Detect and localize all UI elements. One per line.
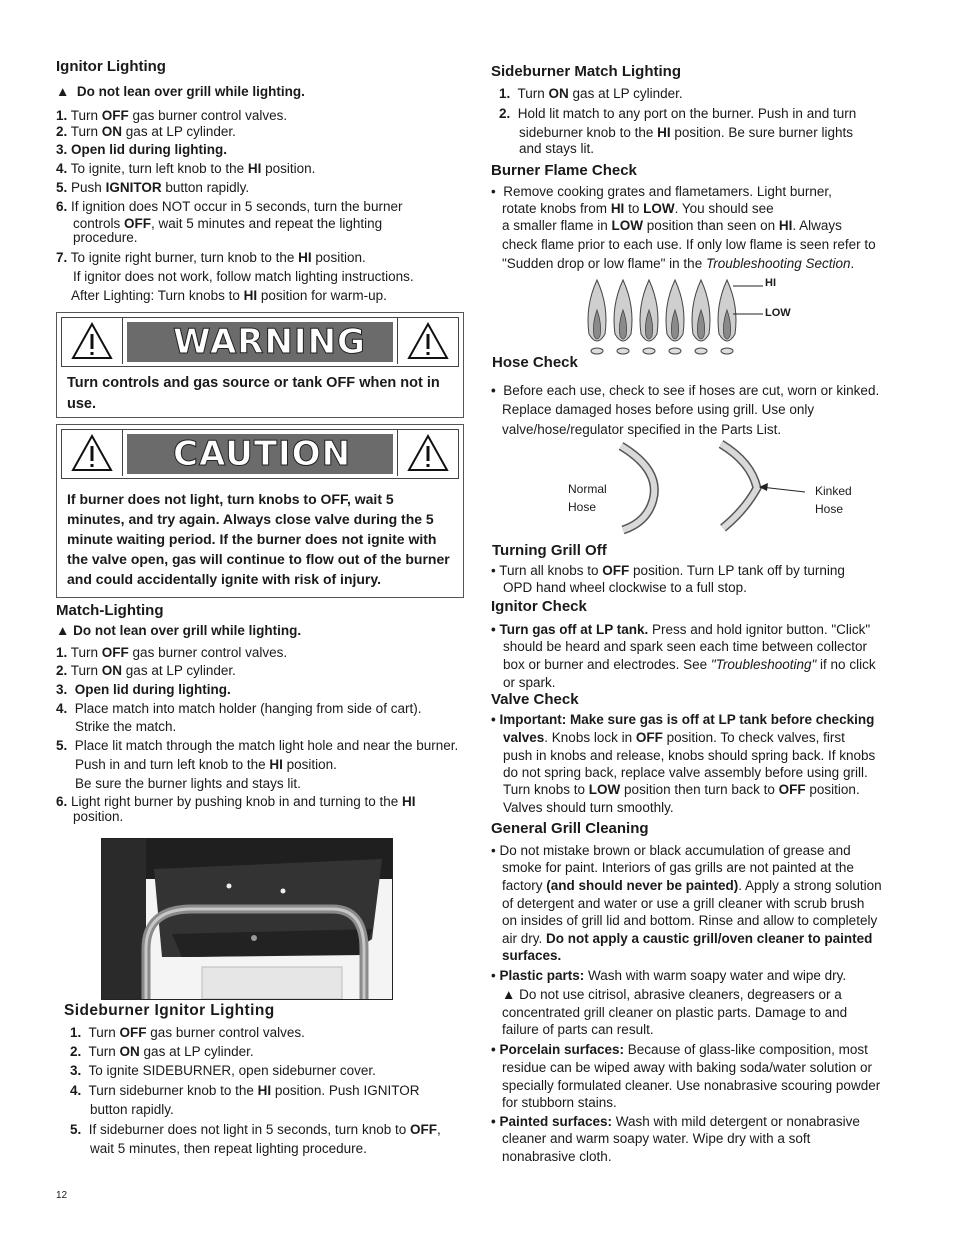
warning-box (56, 312, 464, 418)
painted-line-3: nonabrasive cloth. (502, 1149, 612, 1164)
match-step-6b: position. (73, 809, 124, 824)
off-line-1: • Turn all knobs to OFF position. Turn LP tank off by turning (491, 563, 845, 578)
porcelain-line-4: for stubborn stains. (502, 1095, 617, 1110)
side-step-4: 4. Turn sideburner knob to the HI position. Push IGNITOR (70, 1083, 420, 1098)
clean-line-3: factory (and should never be painted). Apply a strong solution (502, 878, 882, 893)
match-step-5c: Be sure the burner lights and stays lit. (75, 776, 301, 791)
ign-check-line-2: should be heard and spark seen each time between collector (503, 639, 867, 654)
flame-diagram (583, 276, 813, 358)
hose-line-2: Replace damaged hoses before using grill. Use only (502, 402, 815, 417)
kinked-hose-label: Kinked Hose (815, 484, 852, 516)
painted-line-1: • Painted surfaces: Wash with mild detergent or nonabrasive (491, 1114, 860, 1129)
ignitor-check-title: Ignitor Check (491, 598, 587, 615)
ignitor-step-5: 5. Push IGNITOR button rapidly. (56, 180, 250, 195)
warning-triangle-icon: ▲ (56, 623, 70, 638)
side-step-1: 1. Turn OFF gas burner control valves. (70, 1025, 305, 1040)
grill-photo (101, 838, 393, 1000)
sidematch-step-2c: and stays lit. (519, 141, 595, 156)
ignitor-step-6b: controls OFF, wait 5 minutes and repeat the lighting (73, 216, 383, 231)
caution-word: CAUTION (127, 434, 393, 474)
side-step-4b: button rapidly. (90, 1102, 174, 1117)
clean-line-1: • Do not mistake brown or black accumulation of grease and (491, 843, 851, 858)
match-step-5: 5. Place lit match through the match light hole and near the burner. (56, 738, 459, 753)
hose-diagram (561, 440, 861, 535)
clean-line-4: of detergent and water or use a grill cleaner with scrub brush (502, 896, 865, 911)
porcelain-line-3: specially formulated cleaner. Use nonabrasive scouring powder (502, 1078, 881, 1093)
ignitor-warn: ▲ Do not lean over grill while lighting. (56, 84, 305, 99)
match-step-4b: Strike the match. (75, 719, 177, 734)
ignitor-lighting-title: Ignitor Lighting (56, 58, 166, 75)
caution-banner (61, 429, 459, 479)
flame-line-2: rotate knobs from HI to LOW. You should see (502, 201, 774, 216)
match-step-1: 1. Turn OFF gas burner control valves. (56, 645, 288, 660)
ign-check-line-4: or spark. (503, 675, 556, 690)
flame-line-1: • Remove cooking grates and flametamers. Light burner, (491, 184, 832, 199)
clean-line-5: on insides of grill lid and bottom. Rinse and allow to completely (502, 913, 878, 928)
hose-line-3: valve/hose/regulator specified in the Parts List. (502, 422, 782, 437)
warning-banner (61, 317, 459, 367)
warning-text: Turn controls and gas source or tank OFF when not in use. (67, 375, 440, 412)
hose-line-1: • Before each use, check to see if hoses are cut, worn or kinked. (491, 383, 880, 398)
ignitor-step-2: 2. Turn ON gas at LP cylinder. (56, 124, 236, 139)
porcelain-line-2: residue can be wiped away with baking soda/water solution or (502, 1060, 872, 1075)
match-lighting-title: Match-Lighting (56, 602, 164, 619)
page-number: 12 (56, 1190, 68, 1201)
warning-triangle-icon (62, 430, 123, 476)
painted-line-2: cleaner and warm soapy water. Wipe dry with a soft (502, 1131, 811, 1146)
valve-line-2: valves. Knobs lock in OFF position. To check valves, first (503, 730, 845, 745)
sidematch-step-2: 2. Hold lit match to any port on the burner. Push in and turn (499, 106, 857, 121)
turning-grill-off-title: Turning Grill Off (492, 542, 607, 559)
warning-word: WARNING (127, 322, 393, 362)
plastic-line-2: ▲ Do not use citrisol, abrasive cleaners, degreasers or a (502, 987, 842, 1002)
clean-line-6: air dry. Do not apply a caustic grill/oven cleaner to painted (502, 931, 873, 946)
hose-check-title: Hose Check (492, 354, 578, 371)
warning-triangle-icon (62, 318, 123, 364)
match-step-2: 2. Turn ON gas at LP cylinder. (56, 663, 236, 678)
warning-triangle-icon: ▲ (502, 987, 516, 1002)
side-step-5b: wait 5 minutes, then repeat lighting procedure. (90, 1141, 367, 1156)
ign-check-line-3: box or burner and electrodes. See "Troubleshooting" if no click (503, 657, 876, 672)
valve-check-title: Valve Check (491, 691, 579, 708)
match-step-5b: Push in and turn left knob to the HI position. (75, 757, 337, 772)
caution-text: If burner does not light, turn knobs to OFF, wait 5 minutes, and try again. Always close valve during the 5 minute waiting period. If the burner does not ignite with the valve open, gas will continue to flow out of the burner and could accidentally ignite with risk of injury. (67, 491, 450, 587)
ignitor-step-6c: procedure. (73, 230, 138, 245)
flame-line-3: a smaller flame in LOW position than seen on HI. Always (502, 218, 842, 233)
match-step-4: 4. Place match into match holder (hanging from side of cart). (56, 701, 422, 716)
ignitor-step-7c: After Lighting: Turn knobs to HI position for warm-up. (71, 288, 387, 303)
clean-line-7: surfaces. (502, 948, 562, 963)
off-line-2: OPD hand wheel clockwise to a full stop. (503, 580, 747, 595)
flame-line-5: "Sudden drop or low flame" in the Troubleshooting Section. (502, 256, 855, 271)
ignitor-step-7: 7. To ignite right burner, turn knob to the HI position. (56, 250, 366, 265)
side-step-5: 5. If sideburner does not light in 5 seconds, turn knob to OFF, (70, 1122, 441, 1137)
plastic-line-4: failure of parts can result. (502, 1022, 654, 1037)
sidematch-step-1: 1. Turn ON gas at LP cylinder. (499, 86, 683, 101)
valve-line-5: Turn knobs to LOW position then turn back to OFF position. (503, 782, 860, 797)
valve-line-4: do not spring back, replace valve assembly before using grill. (503, 765, 868, 780)
flame-line-4: check flame prior to each use. If only low flame is seen refer to (502, 237, 876, 252)
valve-line-3: push in knobs and release, knobs should spring back. If knobs (503, 748, 876, 763)
valve-line-6: Valves should turn smoothly. (503, 800, 674, 815)
porcelain-line-1: • Porcelain surfaces: Because of glass-like composition, most (491, 1042, 868, 1057)
plastic-line-1: • Plastic parts: Wash with warm soapy water and wipe dry. (491, 968, 847, 983)
plastic-line-3: concentrated grill cleaner on plastic parts. Damage to and (502, 1005, 848, 1020)
match-warn: ▲ Do not lean over grill while lighting. (56, 623, 302, 638)
normal-hose-label: Normal Hose (568, 482, 607, 514)
match-step-3: 3. Open lid during lighting. (56, 682, 231, 697)
sideburner-match-title: Sideburner Match Lighting (491, 63, 681, 80)
ignitor-step-3: 3. Open lid during lighting. (56, 142, 228, 157)
ign-check-line-1: • Turn gas off at LP tank. Press and hold ignitor button. "Click" (491, 622, 871, 637)
side-step-2: 2. Turn ON gas at LP cylinder. (70, 1044, 254, 1059)
sidematch-step-2b: sideburner knob to the HI position. Be sure burner lights (519, 125, 853, 140)
ignitor-step-4: 4. To ignite, turn left knob to the HI position. (56, 161, 316, 176)
valve-line-1: • Important: Make sure gas is off at LP tank before checking (491, 712, 875, 727)
flame-hi-label: HI (765, 277, 776, 289)
ignitor-step-7b: If ignitor does not work, follow match lighting instructions. (73, 269, 414, 284)
warning-triangle-icon (397, 318, 458, 364)
sideburner-ignitor-title: Sideburner Ignitor Lighting (64, 1002, 275, 1019)
caution-box (56, 424, 464, 598)
ignitor-step-1: 1. Turn OFF gas burner control valves. (56, 108, 288, 123)
burner-flame-title: Burner Flame Check (491, 162, 637, 179)
clean-line-2: smoke for paint. Interiors of gas grills are not painted at the (502, 860, 854, 875)
warning-triangle-icon (397, 430, 458, 476)
side-step-3: 3. To ignite SIDEBURNER, open sideburner cover. (70, 1063, 376, 1078)
flame-low-label: LOW (765, 307, 791, 319)
match-step-6: 6. Light right burner by pushing knob in and turning to the HI (56, 794, 416, 809)
general-cleaning-title: General Grill Cleaning (491, 820, 649, 837)
ignitor-step-6: 6. If ignition does NOT occur in 5 seconds, turn the burner (56, 199, 403, 214)
warning-triangle-icon: ▲ (56, 84, 70, 99)
